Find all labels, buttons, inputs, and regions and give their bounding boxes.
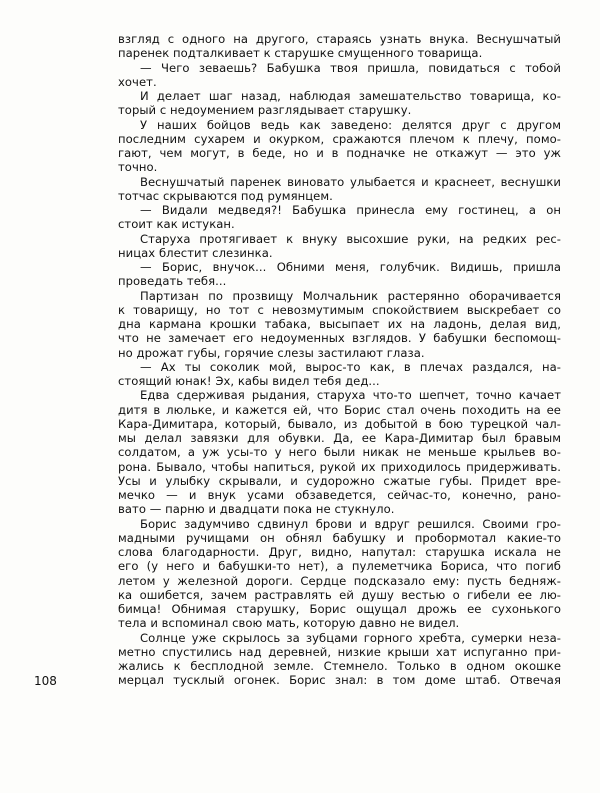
text-line: Кара-Димитара, который, бывало, из добытой в бою турецкой чал-: [118, 416, 561, 431]
text-line: ницах блестит слезинка.: [118, 245, 273, 260]
text-line: Усы и улыбку скрывали, и судорожно сжатые губы. Придет вре-: [118, 473, 561, 488]
text-line: мадными ручищами он обнял бабушку и пробормотал какие-то: [118, 530, 561, 545]
text-line: дитя в люльке, и кажется ей, что Борис стал очень походить на ее: [118, 402, 561, 417]
text-line: солдатом, а уж усы-то у него были никак не меньше крыльев во-: [118, 445, 561, 460]
text-line: — Ах ты соколик мой, вырос-то как, в плечах раздался, на-: [140, 359, 561, 374]
text-line: мы делал завязки для обувки. Да, ее Кара-Димитар был бравым: [118, 431, 561, 445]
text-line: мечко — и внук усами обзаведется, сейчас-то, конечно, рано-: [118, 488, 561, 502]
text-line: ка ошибется, зачем растравлять ей душу вестью о гибели ее лю-: [118, 587, 561, 602]
text-line: последним сухарем и окурком, сражаются плечом к плечу, помо-: [118, 131, 561, 146]
text-line: Борис задумчиво сдвинул брови и вдруг решился. Своими гро-: [140, 516, 561, 531]
text-line: — Чего зеваешь? Бабушка твоя пришла, повидаться с тобой: [140, 60, 561, 75]
text-line: метно спустились над деревней, низкие крыши хат испуганно при-: [118, 644, 561, 659]
text-line: бимца! Обнимая старушку, Борис ощущал дрожь ее сухонького: [118, 602, 561, 616]
text-line: точно.: [118, 160, 158, 175]
text-line: Старуха протягивает к внуку высохшие руки, на редких рес-: [140, 231, 561, 246]
text-line: Партизан по прозвищу Молчальник растерянно оборачивается: [140, 288, 561, 303]
text-line: И делает шаг назад, наблюдая замешательство товарища, ко-: [140, 89, 561, 103]
text-line: но дрожат губы, горячие слезы застилают глаза.: [118, 345, 425, 360]
text-line: торый с недоумением разглядывает старушку.: [118, 103, 412, 118]
text-line: хочет.: [118, 74, 157, 89]
text-line: летом у железной дороги. Сердце подсказало ему: пусть бедняж-: [118, 573, 561, 588]
text-line: мерцал тусклый огонек. Борис знал: в том доме штаб. Отвечая: [118, 673, 561, 688]
text-line: тела и вспоминал свою мать, которую давно не видел.: [118, 616, 460, 631]
text-line: рона. Бывало, чтобы напиться, рукой их приходилось придерживать.: [118, 459, 561, 474]
text-line: вато — парню и двадцати пока не стукнуло.: [118, 502, 395, 517]
text-line: Веснушчатый паренек виновато улыбается и краснеет, веснушки: [140, 174, 561, 189]
text-line: что не замечает его недоуменных взглядов. У бабушки беспомощ-: [118, 331, 561, 346]
text-line: У наших бойцов ведь как заведено: делятся друг с другом: [140, 117, 561, 132]
text-line: слова благодарности. Друг, видно, напутал: старушка искала не: [118, 545, 561, 559]
text-line: его (у него и бабушки-то нет), а пулеметчика Бориса, что погиб: [118, 559, 561, 574]
text-line: Солнце уже скрылось за зубцами горного хребта, сумерки неза-: [140, 630, 561, 645]
body-text: [118, 32, 561, 688]
text-line: — Борис, внучок... Обними меня, голубчик. Видишь, пришла: [140, 260, 561, 274]
text-line: тотчас скрываются под румянцем.: [118, 188, 333, 203]
text-line: — Видали медведя?! Бабушка принесла ему гостинец, а он: [140, 203, 561, 217]
text-line: гают, чем могут, в беде, но и в подначке не откажут — это уж: [118, 146, 561, 160]
text-line: стоит как истукан.: [118, 217, 235, 232]
page-number: 108: [34, 674, 57, 688]
text-line: жались к бесплодной земле. Стемнело. Только в одном окошке: [118, 659, 561, 673]
text-line: стоящий юнак! Эх, кабы видел тебя дед...: [118, 374, 380, 388]
text-line: взгляд с одного на другого, стараясь узнать внука. Веснушчатый: [118, 32, 561, 46]
text-line: дна кармана крошки табака, высыпает их на ладонь, делая вид,: [118, 317, 561, 331]
text-line: к товарищу, но тот с невозмутимым спокойствием выскребает со: [118, 302, 561, 317]
text-line: Едва сдерживая рыдания, старуха что-то шепчет, точно качает: [140, 388, 561, 403]
text-line: проведать тебя...: [118, 274, 227, 289]
text-line: паренек подталкивает к старушке смущенного товарища.: [118, 46, 483, 61]
